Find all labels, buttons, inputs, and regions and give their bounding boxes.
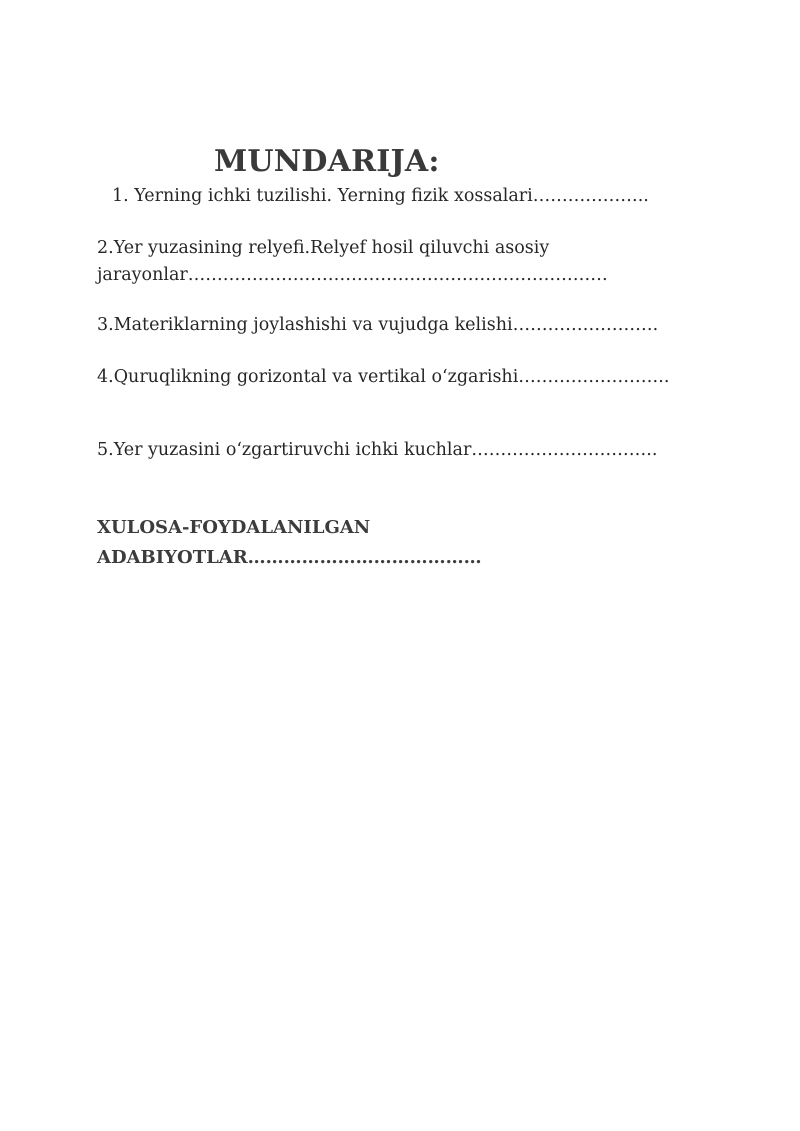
toc-entry-5 <box>97 437 657 464</box>
toc-entry-4 <box>97 364 669 391</box>
toc-conclusion-line-2: ADABIYOTLAR………………………………… <box>97 547 482 568</box>
toc-entry-5-line-1: 5.Yer yuzasini o‘zgartiruvchi ichki kuchlar………………………….. <box>97 440 658 460</box>
toc-entry-3 <box>97 312 658 339</box>
page-title: MUNDARIJA: <box>214 144 440 179</box>
toc-entry-3-line-1: 3.Materiklarning joylashishi va vujudga kelishi……………………. <box>97 315 659 335</box>
toc-entry-1 <box>112 183 649 210</box>
toc-entry-1-line-1: 1. Yerning ichki tuzilishi. Yerning fizik xossalari……………….. <box>112 186 649 206</box>
toc-conclusion-entry <box>97 513 482 573</box>
toc-entry-2-line-2: jarayonlar……………………………………………………………… <box>97 265 608 285</box>
toc-entry-2 <box>97 235 608 289</box>
toc-conclusion-line-1: XULOSA-FOYDALANILGAN <box>97 517 371 538</box>
toc-entry-4-line-1: 4.Quruqlikning gorizontal va vertikal o‘zgarishi…………………….. <box>97 367 670 387</box>
toc-entry-2-line-1: 2.Yer yuzasining relyefi.Relyef hosil qiluvchi asosiy <box>97 238 550 258</box>
